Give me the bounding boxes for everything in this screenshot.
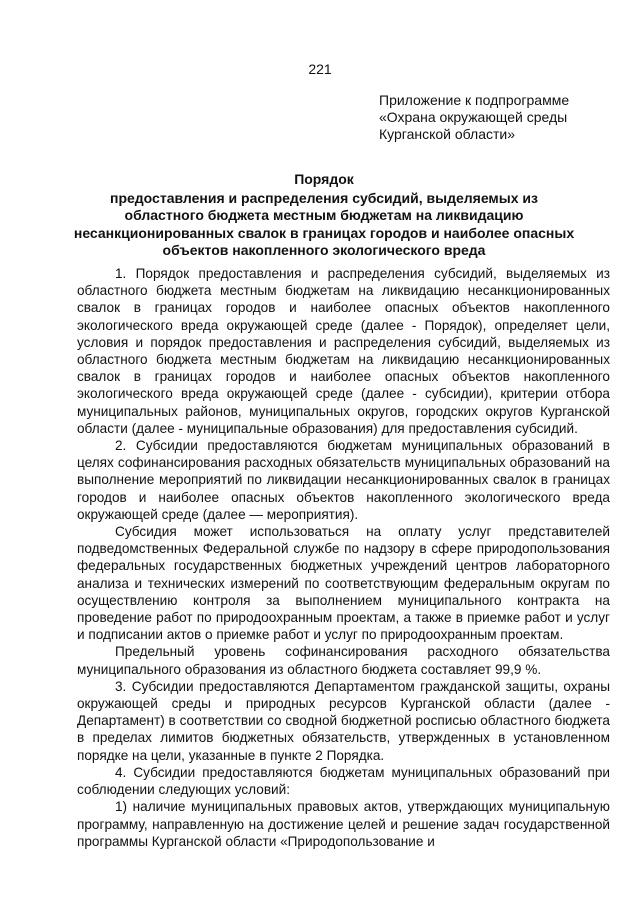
page-number: 221: [308, 61, 332, 77]
paragraph: 4. Субсидии предоставляются бюджетам муниципальных образований при соблюдении следующих условий:: [77, 764, 610, 798]
title-main: Порядок: [294, 171, 354, 187]
appendix-line: Приложение к подпрограмме: [379, 92, 570, 108]
document-body: [77, 265, 610, 850]
document-title: [70, 171, 578, 260]
paragraph: Субсидия может использоваться на оплату услуг представителей подведомственных Федеральной службе по надзору в сфере природопользования федеральных государственных бюджетных учреждений центров лабораторного анализа и технических измерений по соответствующим федеральным округам по осуществлению контроля за выполнением муниципального контракта на проведение работ по природоохранным проектам, а также в приемке работ и услуг и подписании актов о приемке работ и услуг по природоохранным проектам.: [77, 524, 610, 643]
appendix-line: Курганской области»: [379, 126, 516, 142]
appendix-note: [379, 92, 629, 143]
paragraph: Предельный уровень софинансирования расходного обязательства муниципального образования из областного бюджета составляет 99,9 %.: [77, 644, 610, 677]
title-subtitle: предоставления и распределения субсидий, выделяемых из областного бюджета местным бюджетам на ликвидацию несанкционированных свалок в границах городов и наиболее опасных объектов накопленного экологического вреда: [73, 189, 575, 258]
paragraph: 1. Порядок предоставления и распределения субсидий, выделяемых из областного бюджета местным бюджетам на ликвидацию несанкционированных свалок в границах городов и наиболее опасных объектов накопленного экологического вреда окружающей среде (далее - Порядок), определяет цели, условия и порядок предоставления и распределения субсидий, выделяемых из областного бюджета местным бюджетам на ликвидацию несанкционированных свалок в границах городов и наиболее опасных объектов накопленного экологического вреда окружающей среде (далее - субсидии), критерии отбора муниципальных районов, муниципальных округов, городских округов Курганской области (далее - муниципальные образования) для предоставления субсидий.: [77, 266, 610, 436]
paragraph: 3. Субсидии предоставляются Департаментом гражданской защиты, охраны окружающей среды и природных ресурсов Курганской области (далее - Департамент) в соответствии со сводной бюджетной росписью областного бюджета в пределах лимитов бюджетных обязательств, утвержденных в установленном порядке на цели, указанные в пункте 2 Порядка.: [77, 678, 610, 763]
appendix-line: «Охрана окружающей среды: [379, 109, 568, 125]
paragraph: 1) наличие муниципальных правовых актов, утверждающих муниципальную программу, направленную на достижение целей и решение задач государственной программы Курганской области «Природопользование и: [77, 799, 610, 849]
paragraph: 2. Субсидии предоставляются бюджетам муниципальных образований в целях софинансирования расходных обязательств муниципальных образований на выполнение мероприятий по ликвидации несанкционированных свалок в границах городов и наиболее опасных объектов накопленного экологического вреда окружающей среде (далее — мероприятия).: [77, 438, 610, 522]
